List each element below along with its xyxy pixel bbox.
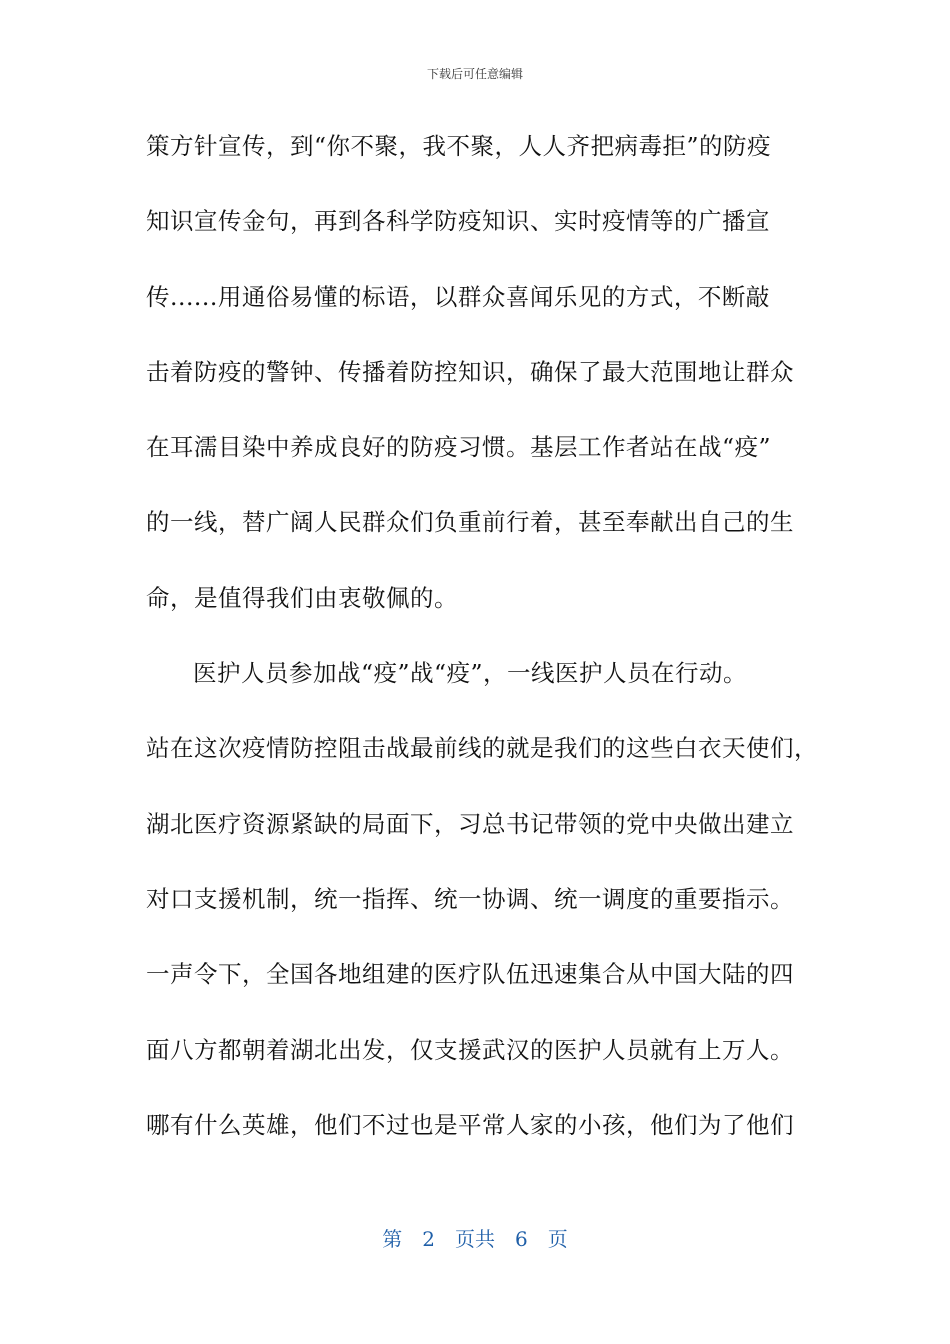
text-line: 一声令下，全国各地组建的医疗队伍迅速集合从中国大陆的四: [146, 960, 794, 989]
text-line: 传......用通俗易懂的标语，以群众喜闻乐见的方式，不断敲: [146, 282, 770, 311]
text-line: 知识宣传金句，再到各科学防疫知识、实时疫情等的广播宣: [146, 207, 770, 236]
text-line: 击着防疫的警钟、传播着防控知识，确保了最大范围地让群众: [146, 357, 794, 386]
text-line: 策方针宣传，到“你不聚，我不聚，人人齐把病毒拒”的防疫: [146, 132, 772, 160]
text-line: 命，是值得我们由衷敬佩的。: [146, 583, 458, 612]
footer-current-page: 2: [422, 1227, 435, 1251]
text-line: 的一线，替广阔人民群众们负重前行着，甚至奉献出自己的生: [146, 508, 794, 537]
document-body: [146, 120, 818, 1174]
header-text: 下载后可任意编辑: [426, 67, 523, 81]
paragraph-start-line: 医护人员参加战“疫”战“疫”，一线医护人员在行动。: [193, 659, 748, 688]
footer-suffix: 页: [547, 1227, 568, 1251]
page-footer: [0, 1225, 950, 1253]
footer-total-pages: 6: [515, 1227, 528, 1251]
footer-prefix: 第: [382, 1227, 403, 1251]
page-header: [0, 66, 950, 82]
text-line: 对口支援机制，统一指挥、统一协调、统一调度的重要指示。: [146, 884, 794, 913]
text-line: 面八方都朝着湖北出发，仅支援武汉的医护人员就有上万人。: [146, 1035, 794, 1064]
text-line: 站在这次疫情防控阻击战最前线的就是我们的这些白衣天使们，: [146, 734, 818, 763]
text-line: 湖北医疗资源紧缺的局面下，习总书记带领的党中央做出建立: [146, 809, 794, 838]
text-line: 在耳濡目染中养成良好的防疫习惯。基层工作者站在战“疫”: [146, 433, 772, 462]
text-line: 哪有什么英雄，他们不过也是平常人家的小孩，他们为了他们: [146, 1110, 794, 1139]
footer-middle: 页共: [455, 1227, 495, 1251]
